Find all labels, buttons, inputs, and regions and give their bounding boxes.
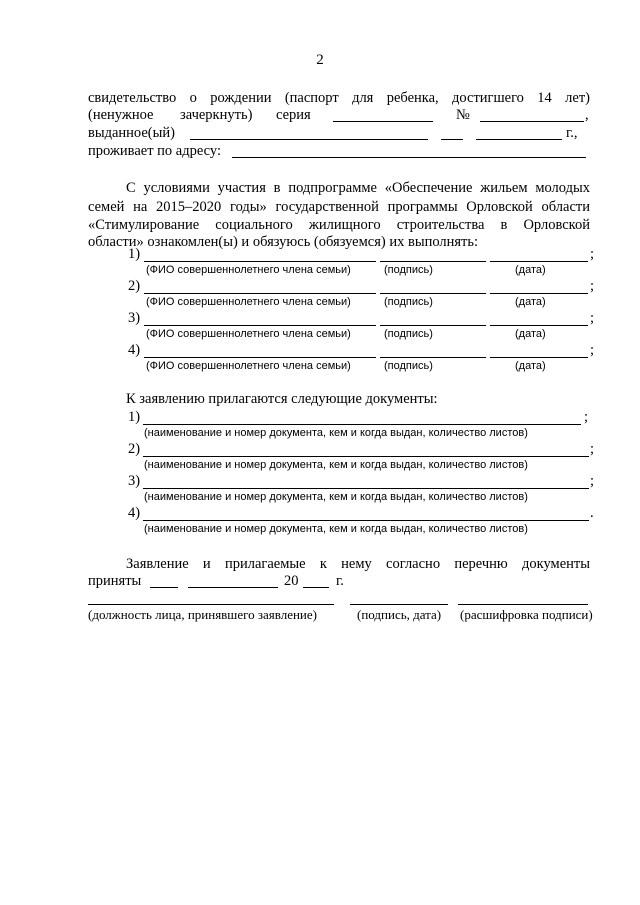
caption-position: (должность лица, принявшего заявление) [88, 607, 317, 622]
sign-date-field[interactable] [350, 604, 448, 605]
document-caption: (наименование и номер документа, кем и когда выдан, количество листов) [144, 491, 528, 503]
signer-end: ; [590, 246, 595, 262]
issued-by-field[interactable] [190, 139, 428, 140]
signer-fio-field[interactable] [144, 261, 376, 262]
document-end: ; [590, 441, 595, 457]
signer-number: 2) [128, 278, 141, 294]
document-field[interactable] [143, 456, 589, 457]
document-number: 3) [128, 473, 141, 489]
document-end: . [590, 505, 594, 521]
caption-date: (дата) [515, 360, 546, 372]
document-page: 2 свидетельство о рождении (паспорт для ребенка, достигшего 14 лет) (ненужное зачеркнуть) серия № , выданное(ый) г., проживает по адресу: С условиями участия в подпрограмме «Обеспечение жильем молодых семей на 2015–2020 годы» государственной программы Орловской области «Стимулирование социального жилищного строительства в Орловской области» ознакомлен(ы) и обязуюсь (обязуемся) их выполнять: 1) ; (ФИО совершеннолетнего члена семьи) (подпись) (дата) 2) ; (ФИО совершеннолетнего члена семьи) (подпись) (дата) 3) ; (ФИО совершеннолетнего члена семьи) (подпись) (дата) 4) ; (ФИО совершеннолетнего члена семьи) (подпись) (дата) К заявлению прилагаются следующие документы: 1) ; (наименование и номер документа, кем и когда выдан, количество листов) 2) ; (наименование и номер документа, кем и когда выдан, количество листов) 3) ; (наименование и номер документа, кем и когда выдан, количество листов) 4) . (наименование и номер документа, кем и когда выдан, количество листов) Заявление и прилагаемые к нему согласно перечню документы приняты 20 г. (должность лица, принявшего заявление) (подпись, дата) (расшифровка подписи) [0, 0, 640, 905]
document-end: ; [584, 409, 589, 425]
acceptance-line2-b: 20 [284, 573, 299, 589]
position-field[interactable] [88, 604, 334, 605]
document-caption: (наименование и номер документа, кем и когда выдан, количество листов) [144, 427, 528, 439]
caption-sign: (подпись) [384, 264, 433, 276]
signer-date-field[interactable] [490, 325, 588, 326]
acceptance-line2-c: г. [336, 573, 344, 589]
acceptance-line2-a: приняты [88, 573, 142, 589]
signer-date-field[interactable] [490, 357, 588, 358]
signer-number: 3) [128, 310, 141, 326]
issue-day-field[interactable] [441, 139, 463, 140]
number-field[interactable] [480, 121, 584, 122]
signer-fio-field[interactable] [144, 293, 376, 294]
caption-fio: (ФИО совершеннолетнего члена семьи) [146, 264, 351, 276]
signer-fio-field[interactable] [144, 357, 376, 358]
document-number: 4) [128, 505, 141, 521]
signer-sign-field[interactable] [380, 357, 486, 358]
conditions-line-3: «Стимулирование социального жилищного строительства в Орловской [88, 217, 590, 233]
conditions-line-2: семей на 2015–2020 годы» государственной программы Орловской области [88, 199, 590, 215]
intro-line2-c: серия [276, 107, 311, 123]
signer-date-field[interactable] [490, 261, 588, 262]
caption-decode: (расшифровка подписи) [460, 607, 593, 622]
intro-line4: проживает по адресу: [88, 143, 221, 159]
caption-sign: (подпись) [384, 296, 433, 308]
document-number: 2) [128, 441, 141, 457]
signer-end: ; [590, 342, 595, 358]
signer-number: 4) [128, 342, 141, 358]
document-caption: (наименование и номер документа, кем и когда выдан, количество листов) [144, 523, 528, 535]
caption-date: (дата) [515, 264, 546, 276]
documents-heading: К заявлению прилагаются следующие документы: [126, 391, 438, 407]
intro-line2-a: (ненужное [88, 107, 154, 123]
document-caption: (наименование и номер документа, кем и когда выдан, количество листов) [144, 459, 528, 471]
caption-fio: (ФИО совершеннолетнего члена семьи) [146, 296, 351, 308]
signer-end: ; [590, 278, 595, 294]
intro-line2-b: зачеркнуть) [180, 107, 253, 123]
accept-month-field[interactable] [188, 587, 278, 588]
intro-line3-a: выданное(ый) [88, 125, 175, 141]
caption-sign: (подпись) [384, 360, 433, 372]
intro-line2-d: № [456, 107, 470, 123]
document-end: ; [590, 473, 595, 489]
caption-fio: (ФИО совершеннолетнего члена семьи) [146, 328, 351, 340]
document-number: 1) [128, 409, 141, 425]
document-field[interactable] [143, 520, 589, 521]
signer-sign-field[interactable] [380, 261, 486, 262]
signer-end: ; [590, 310, 595, 326]
accept-year-field[interactable] [303, 587, 329, 588]
intro-line3-b: г., [566, 125, 578, 141]
caption-sign: (подпись) [384, 328, 433, 340]
acceptance-line-1: Заявление и прилагаемые к нему согласно перечню документы [126, 556, 590, 572]
caption-sign-date: (подпись, дата) [357, 607, 442, 622]
decode-field[interactable] [458, 604, 588, 605]
signer-date-field[interactable] [490, 293, 588, 294]
caption-date: (дата) [515, 296, 546, 308]
series-field[interactable] [333, 121, 433, 122]
document-field[interactable] [143, 424, 581, 425]
conditions-line-4: области» ознакомлен(ы) и обязуюсь (обязуемся) их выполнять: [88, 234, 479, 250]
page-number: 2 [316, 52, 324, 68]
caption-fio: (ФИО совершеннолетнего члена семьи) [146, 360, 351, 372]
signer-fio-field[interactable] [144, 325, 376, 326]
issue-month-field[interactable] [476, 139, 562, 140]
signer-number: 1) [128, 246, 141, 262]
accept-day-field[interactable] [150, 587, 178, 588]
address-field[interactable] [232, 157, 586, 158]
signer-sign-field[interactable] [380, 325, 486, 326]
conditions-line-1: С условиями участия в подпрограмме «Обеспечение жильем молодых [126, 180, 590, 196]
intro-line-1: свидетельство о рождении (паспорт для ребенка, достигшего 14 лет) [88, 90, 590, 106]
caption-date: (дата) [515, 328, 546, 340]
document-field[interactable] [143, 488, 589, 489]
signer-sign-field[interactable] [380, 293, 486, 294]
